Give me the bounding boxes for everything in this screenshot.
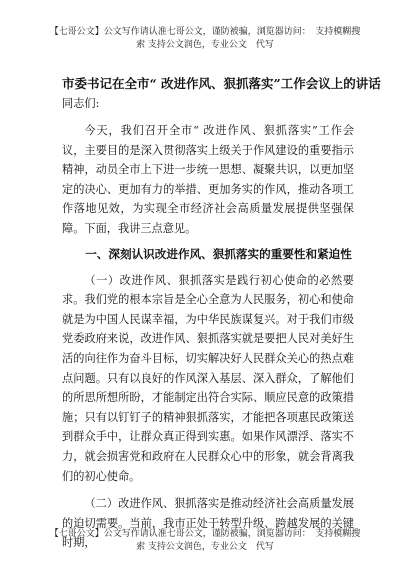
footer-banner-line-1: 【七哥公文】公文写作请认准七哥公文，谨防被骗，浏览器访问： 支持模糊搜 bbox=[49, 529, 361, 539]
header-banner-line-1: 【七哥公文】公文写作请认准七哥公文，谨防被骗，浏览器访问： 支持模糊搜 bbox=[49, 27, 361, 37]
header-banner bbox=[0, 26, 410, 52]
footer-banner bbox=[0, 528, 410, 554]
paragraph-2: （二）改进作风、狠抓落实是推动经济社会高质量发展的迫切需要。当前，我市正处于转型升级、跨越发展的关键时期， bbox=[62, 497, 354, 550]
section-1-heading: 一、深刻认识改进作风、狠抓落实的重要性和紧迫性 bbox=[85, 246, 352, 261]
paragraph-1: （一）改进作风、狠抓落实是践行初心使命的必然要求。我们党的根本宗旨是全心全意为人民服务，初心和使命就是为中国人民谋幸福，为中华民族谋复兴。对于我们市级党委政府来说，改进作风、狠抓落实就是要把人民对美好生活的向往作为奋斗目标，切实解决好人民群众关心的热点难点问题。只有以良好的作风深入基层、深入群众，了解他们的所思所想所盼，才能制定出符合实际、顺应民意的政策措施；只有以钉钉子的精神狠抓落实，才能把各项惠民政策送到群众手中，让群众真正得到实惠。如果作风漂浮、落实不力，就会损害党和政府在人民群众心中的形象，就会背离我们的初心使命。 bbox=[62, 273, 354, 483]
header-banner-line-2: 索 支持公文润色，专业公文 代写 bbox=[136, 40, 274, 50]
document-title: 市委书记在全市“ 改进作风、狠抓落实”工作会议上的讲话 bbox=[62, 76, 381, 91]
intro-paragraph: 今天，我们召开全市“ 改进作风、狠抓落实”工作会议，主要目的是深入贯彻落实上级关于作风建设的重要指示精神，动员全市上下进一步统一思想、凝聚共识，以更加坚定的决心、更加有力的举措、更加务实的作风，推动各项工作落地见效，为实现全市经济社会高质量发展提供坚强保障。下面，我讲三点意见。 bbox=[62, 124, 354, 235]
document-body bbox=[62, 76, 381, 553]
salutation: 同志们: bbox=[62, 97, 100, 110]
footer-banner-line-2: 索 支持公文润色，专业公文 代写 bbox=[136, 542, 274, 552]
